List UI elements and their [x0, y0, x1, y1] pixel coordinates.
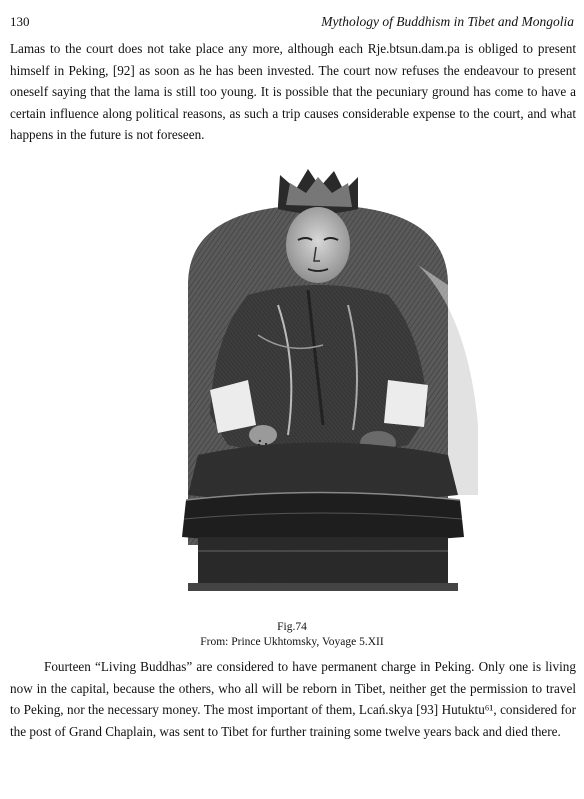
lama-engraving-figure: [148, 165, 488, 595]
body-paragraph-1: Lamas to the court does not take place any more, although each Rje.btsun.dam.pa is obliged to present himself in Peking, [92] as soon as he has been invested. The court now refuses the endeavour to present oneself saying that the lama is still too young. It is possible that the pecuniary ground has come to have a certain influence along political reasons, as such a trip causes considerable expense to the court, and what happens in the future is not foreseen.: [10, 41, 576, 142]
body-paragraph-2: Fourteen “Living Buddhas” are considered to have permanent charge in Peking. Only one is living now in the capital, because the others, who all will be reborn in Tibet, neither get the permission to travel to Peking, nor the necessary money. The most important of them, Lcań.skya [93] Hutuktu⁶¹, considered for the post of Grand Chaplain, was sent to Tibet for further training some twelve years back and died there.: [10, 659, 576, 739]
seated-lama-illustration: [148, 165, 488, 595]
running-title: Mythology of Buddhism in Tibet and Mongolia: [321, 14, 574, 29]
figure-source: From: Prince Ukhtomsky, Voyage 5.XII: [200, 636, 384, 648]
page-header: [10, 10, 574, 32]
page-number: 130: [10, 14, 30, 29]
figure-label: Fig.74: [277, 621, 307, 633]
